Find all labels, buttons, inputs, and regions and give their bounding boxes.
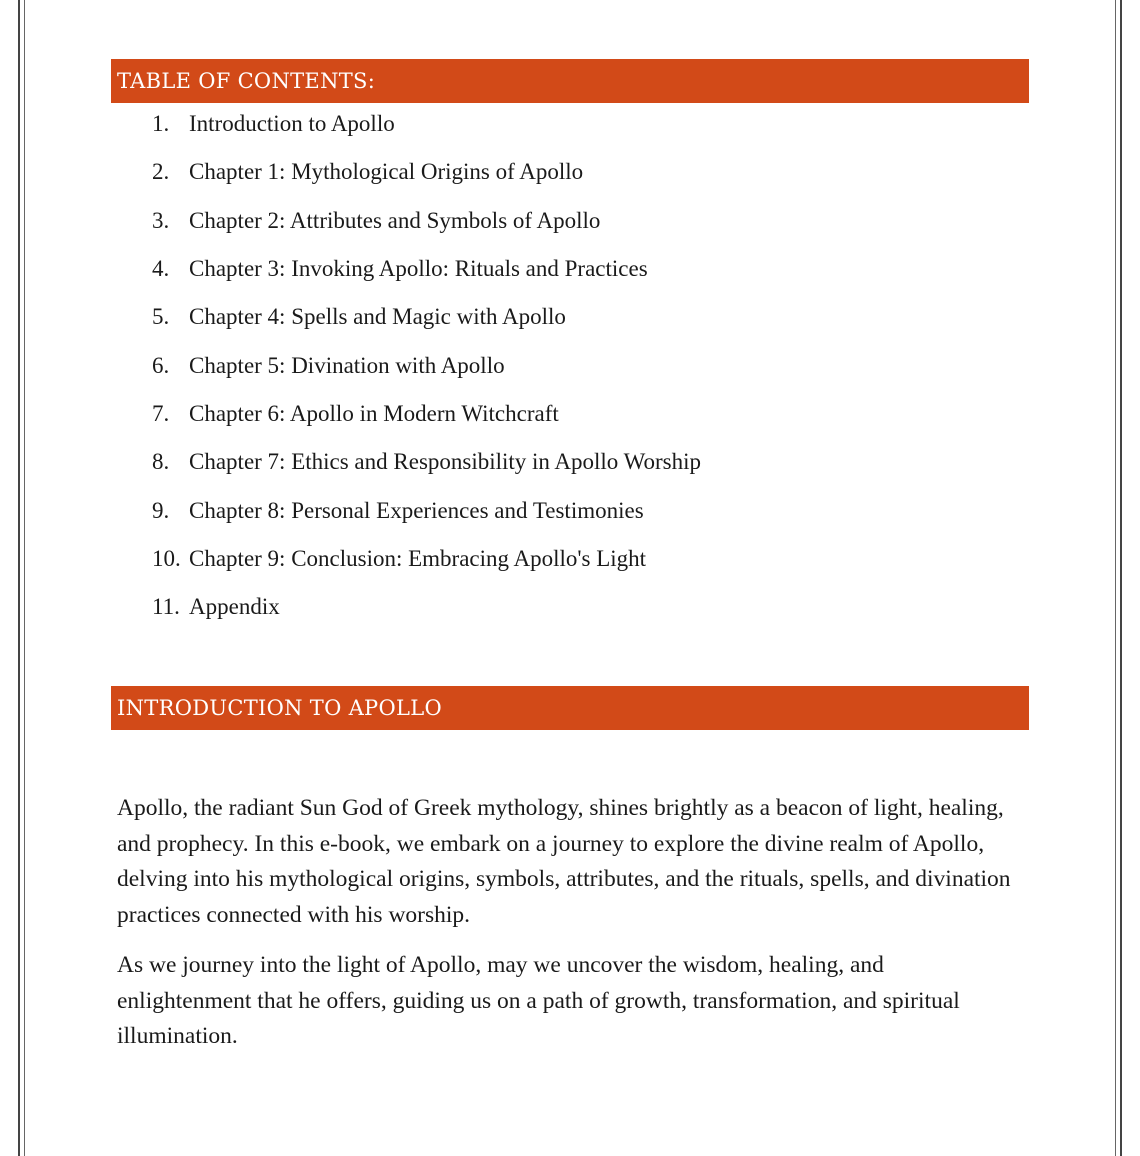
toc-item[interactable] bbox=[152, 535, 701, 583]
toc-item-number: 8. bbox=[152, 449, 170, 475]
toc-heading-bar bbox=[111, 59, 1029, 103]
toc-item-label: Chapter 1: Mythological Origins of Apollo bbox=[189, 159, 584, 185]
toc-item[interactable] bbox=[152, 583, 701, 631]
toc-item[interactable] bbox=[152, 438, 701, 486]
toc-item-number: 3. bbox=[152, 207, 170, 233]
toc-item[interactable] bbox=[152, 100, 701, 148]
toc-item-label: Chapter 6: Apollo in Modern Witchcraft bbox=[189, 400, 559, 426]
toc-item[interactable] bbox=[152, 341, 701, 389]
toc-item-label: Chapter 4: Spells and Magic with Apollo bbox=[189, 304, 566, 330]
toc-item-number: 6. bbox=[152, 352, 170, 378]
toc-item[interactable] bbox=[152, 148, 701, 196]
toc-item-label: Chapter 7: Ethics and Responsibility in Apollo Worship bbox=[189, 449, 702, 475]
toc-item[interactable] bbox=[152, 293, 701, 341]
toc-item-label: Chapter 8: Personal Experiences and Testimonies bbox=[189, 497, 644, 523]
toc-item-label: Chapter 5: Divination with Apollo bbox=[189, 352, 505, 378]
toc-item-label: Chapter 9: Conclusion: Embracing Apollo's Light bbox=[189, 545, 647, 571]
toc-heading: TABLE OF CONTENTS: bbox=[117, 69, 376, 93]
toc-item-number: 5. bbox=[152, 304, 170, 330]
introduction-heading: INTRODUCTION TO APOLLO bbox=[117, 696, 442, 720]
toc-item[interactable] bbox=[152, 197, 701, 245]
toc-item-label: Chapter 3: Invoking Apollo: Rituals and Practices bbox=[189, 256, 648, 282]
toc-item-number: 10. bbox=[152, 545, 181, 571]
toc-item-number: 7. bbox=[152, 400, 170, 426]
toc-item[interactable] bbox=[152, 390, 701, 438]
toc-item-label: Chapter 2: Attributes and Symbols of Apollo bbox=[189, 207, 601, 233]
introduction-paragraph-2: As we journey into the light of Apollo, may we uncover the wisdom, healing, and enlightenment that he offers, guiding us on a path of growth, transformation, and spiritual illumination. bbox=[117, 952, 960, 1049]
introduction-heading-bar bbox=[111, 686, 1029, 730]
toc-item[interactable] bbox=[152, 245, 701, 293]
toc-list bbox=[152, 100, 701, 631]
toc-item-label: Appendix bbox=[189, 594, 280, 620]
introduction-paragraph-1: Apollo, the radiant Sun God of Greek mythology, shines brightly as a beacon of light, healing, and prophecy. In this e-book, we embark on a journey to explore the divine realm of Apollo, delving into his mythological origins, symbols, attributes, and the rituals, spells, and divination practices connected with his worship. bbox=[117, 795, 1011, 928]
toc-item[interactable] bbox=[152, 486, 701, 534]
toc-item-number: 2. bbox=[152, 159, 170, 185]
toc-item-number: 11. bbox=[152, 594, 180, 620]
toc-item-number: 4. bbox=[152, 256, 170, 282]
toc-item-number: 9. bbox=[152, 497, 170, 523]
toc-item-number: 1. bbox=[152, 111, 170, 137]
toc-item-label: Introduction to Apollo bbox=[189, 111, 395, 137]
